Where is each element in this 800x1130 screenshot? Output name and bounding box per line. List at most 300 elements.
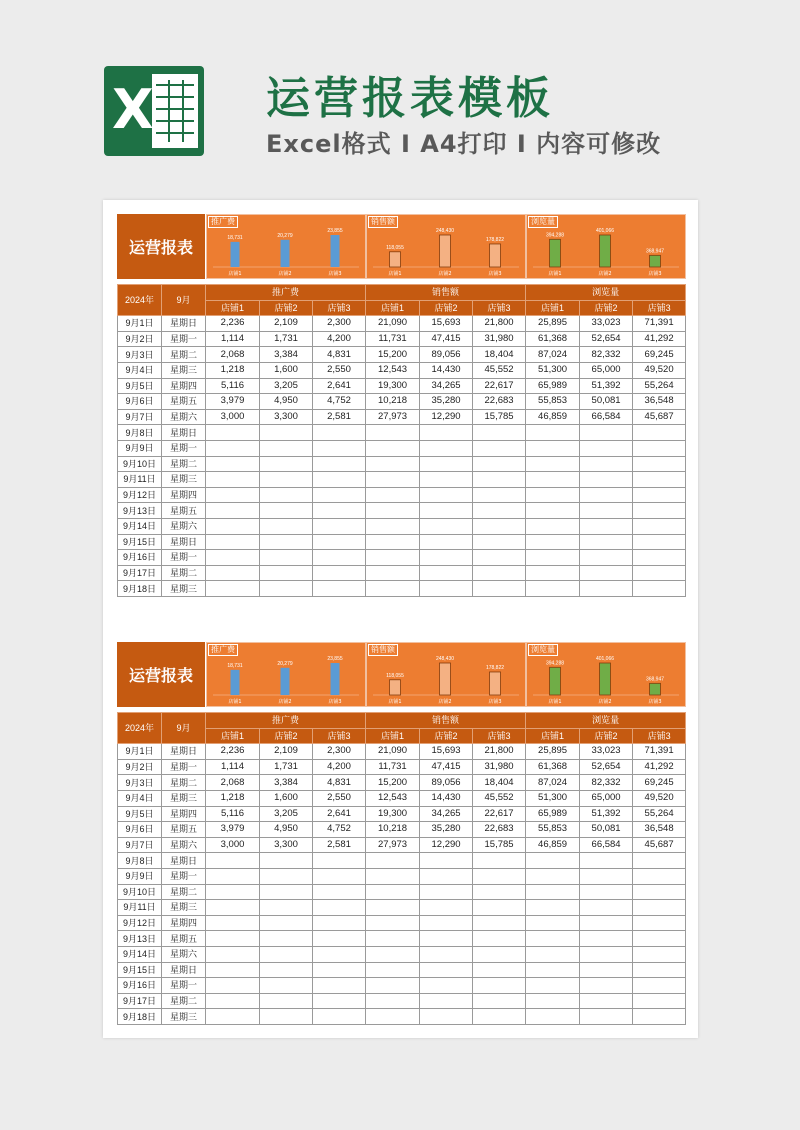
weekday-cell[interactable]: 星期四 bbox=[162, 487, 206, 503]
value-cell[interactable] bbox=[473, 503, 526, 519]
value-cell[interactable]: 15,693 bbox=[420, 744, 473, 760]
value-cell[interactable]: 10,218 bbox=[366, 822, 420, 838]
value-cell[interactable] bbox=[526, 962, 580, 978]
value-cell[interactable] bbox=[473, 487, 526, 503]
value-cell[interactable] bbox=[366, 900, 420, 916]
value-cell[interactable] bbox=[420, 962, 473, 978]
value-cell[interactable] bbox=[580, 993, 633, 1009]
value-cell[interactable]: 52,654 bbox=[580, 759, 633, 775]
value-cell[interactable] bbox=[473, 946, 526, 962]
value-cell[interactable] bbox=[473, 581, 526, 597]
value-cell[interactable] bbox=[313, 503, 366, 519]
value-cell[interactable]: 27,973 bbox=[366, 409, 420, 425]
value-cell[interactable]: 3,300 bbox=[260, 409, 313, 425]
value-cell[interactable]: 21,800 bbox=[473, 316, 526, 332]
weekday-cell[interactable]: 星期二 bbox=[162, 884, 206, 900]
value-cell[interactable]: 27,973 bbox=[366, 837, 420, 853]
weekday-cell[interactable]: 星期一 bbox=[162, 978, 206, 994]
value-cell[interactable] bbox=[260, 503, 313, 519]
value-cell[interactable]: 87,024 bbox=[526, 347, 580, 363]
value-cell[interactable]: 65,989 bbox=[526, 806, 580, 822]
weekday-cell[interactable]: 星期一 bbox=[162, 550, 206, 566]
value-cell[interactable] bbox=[580, 962, 633, 978]
weekday-cell[interactable]: 星期五 bbox=[162, 503, 206, 519]
weekday-cell[interactable]: 星期一 bbox=[162, 759, 206, 775]
value-cell[interactable] bbox=[366, 962, 420, 978]
value-cell[interactable] bbox=[580, 915, 633, 931]
value-cell[interactable] bbox=[366, 503, 420, 519]
value-cell[interactable] bbox=[206, 503, 260, 519]
value-cell[interactable]: 2,581 bbox=[313, 837, 366, 853]
value-cell[interactable]: 3,000 bbox=[206, 409, 260, 425]
value-cell[interactable]: 87,024 bbox=[526, 775, 580, 791]
value-cell[interactable] bbox=[420, 425, 473, 441]
value-cell[interactable] bbox=[633, 1009, 686, 1025]
value-cell[interactable] bbox=[313, 978, 366, 994]
value-cell[interactable] bbox=[206, 550, 260, 566]
date-cell[interactable]: 9月9日 bbox=[118, 440, 162, 456]
value-cell[interactable] bbox=[260, 900, 313, 916]
value-cell[interactable] bbox=[633, 440, 686, 456]
value-cell[interactable] bbox=[366, 884, 420, 900]
value-cell[interactable] bbox=[633, 581, 686, 597]
value-cell[interactable] bbox=[580, 853, 633, 869]
value-cell[interactable] bbox=[580, 425, 633, 441]
date-cell[interactable]: 9月16日 bbox=[118, 978, 162, 994]
value-cell[interactable] bbox=[526, 993, 580, 1009]
value-cell[interactable] bbox=[633, 518, 686, 534]
value-cell[interactable] bbox=[633, 915, 686, 931]
value-cell[interactable]: 1,218 bbox=[206, 790, 260, 806]
value-cell[interactable] bbox=[526, 503, 580, 519]
date-cell[interactable]: 9月8日 bbox=[118, 853, 162, 869]
value-cell[interactable] bbox=[420, 440, 473, 456]
value-cell[interactable] bbox=[473, 884, 526, 900]
value-cell[interactable] bbox=[526, 472, 580, 488]
value-cell[interactable] bbox=[526, 487, 580, 503]
value-cell[interactable]: 4,752 bbox=[313, 394, 366, 410]
value-cell[interactable] bbox=[206, 993, 260, 1009]
date-cell[interactable]: 9月9日 bbox=[118, 868, 162, 884]
value-cell[interactable] bbox=[366, 1009, 420, 1025]
value-cell[interactable]: 55,264 bbox=[633, 806, 686, 822]
value-cell[interactable]: 34,265 bbox=[420, 806, 473, 822]
value-cell[interactable] bbox=[473, 472, 526, 488]
date-cell[interactable]: 9月3日 bbox=[118, 347, 162, 363]
value-cell[interactable] bbox=[580, 472, 633, 488]
value-cell[interactable] bbox=[313, 1009, 366, 1025]
weekday-cell[interactable]: 星期二 bbox=[162, 993, 206, 1009]
value-cell[interactable]: 2,068 bbox=[206, 347, 260, 363]
value-cell[interactable] bbox=[420, 534, 473, 550]
value-cell[interactable] bbox=[420, 581, 473, 597]
value-cell[interactable]: 3,384 bbox=[260, 347, 313, 363]
value-cell[interactable] bbox=[206, 853, 260, 869]
value-cell[interactable]: 51,392 bbox=[580, 378, 633, 394]
value-cell[interactable] bbox=[420, 456, 473, 472]
value-cell[interactable] bbox=[420, 915, 473, 931]
value-cell[interactable] bbox=[526, 456, 580, 472]
weekday-cell[interactable]: 星期五 bbox=[162, 931, 206, 947]
date-cell[interactable]: 9月14日 bbox=[118, 518, 162, 534]
value-cell[interactable] bbox=[313, 884, 366, 900]
value-cell[interactable]: 2,068 bbox=[206, 775, 260, 791]
value-cell[interactable] bbox=[206, 534, 260, 550]
date-cell[interactable]: 9月6日 bbox=[118, 394, 162, 410]
weekday-cell[interactable]: 星期三 bbox=[162, 1009, 206, 1025]
value-cell[interactable] bbox=[260, 487, 313, 503]
value-cell[interactable]: 46,859 bbox=[526, 837, 580, 853]
value-cell[interactable]: 33,023 bbox=[580, 744, 633, 760]
weekday-cell[interactable]: 星期六 bbox=[162, 946, 206, 962]
value-cell[interactable] bbox=[473, 853, 526, 869]
value-cell[interactable]: 2,236 bbox=[206, 744, 260, 760]
value-cell[interactable] bbox=[260, 868, 313, 884]
value-cell[interactable] bbox=[206, 1009, 260, 1025]
value-cell[interactable] bbox=[366, 440, 420, 456]
value-cell[interactable]: 2,300 bbox=[313, 744, 366, 760]
date-cell[interactable]: 9月7日 bbox=[118, 409, 162, 425]
value-cell[interactable] bbox=[633, 565, 686, 581]
date-cell[interactable]: 9月14日 bbox=[118, 946, 162, 962]
value-cell[interactable]: 22,683 bbox=[473, 394, 526, 410]
value-cell[interactable] bbox=[580, 946, 633, 962]
weekday-cell[interactable]: 星期一 bbox=[162, 440, 206, 456]
value-cell[interactable] bbox=[633, 487, 686, 503]
value-cell[interactable] bbox=[313, 853, 366, 869]
value-cell[interactable] bbox=[633, 978, 686, 994]
value-cell[interactable]: 1,114 bbox=[206, 331, 260, 347]
value-cell[interactable] bbox=[580, 487, 633, 503]
value-cell[interactable] bbox=[313, 425, 366, 441]
weekday-cell[interactable]: 星期四 bbox=[162, 915, 206, 931]
value-cell[interactable] bbox=[313, 915, 366, 931]
value-cell[interactable]: 49,520 bbox=[633, 362, 686, 378]
date-cell[interactable]: 9月18日 bbox=[118, 1009, 162, 1025]
date-cell[interactable]: 9月1日 bbox=[118, 316, 162, 332]
value-cell[interactable] bbox=[473, 565, 526, 581]
value-cell[interactable] bbox=[473, 915, 526, 931]
date-cell[interactable]: 9月10日 bbox=[118, 456, 162, 472]
value-cell[interactable] bbox=[260, 931, 313, 947]
value-cell[interactable]: 3,979 bbox=[206, 822, 260, 838]
weekday-cell[interactable]: 星期六 bbox=[162, 409, 206, 425]
value-cell[interactable]: 65,000 bbox=[580, 790, 633, 806]
value-cell[interactable] bbox=[420, 884, 473, 900]
value-cell[interactable] bbox=[366, 456, 420, 472]
value-cell[interactable]: 1,731 bbox=[260, 759, 313, 775]
value-cell[interactable] bbox=[580, 931, 633, 947]
date-cell[interactable]: 9月8日 bbox=[118, 425, 162, 441]
value-cell[interactable] bbox=[526, 440, 580, 456]
value-cell[interactable] bbox=[260, 425, 313, 441]
value-cell[interactable] bbox=[260, 853, 313, 869]
value-cell[interactable] bbox=[526, 1009, 580, 1025]
value-cell[interactable] bbox=[526, 518, 580, 534]
value-cell[interactable] bbox=[313, 868, 366, 884]
value-cell[interactable] bbox=[366, 868, 420, 884]
value-cell[interactable]: 18,404 bbox=[473, 775, 526, 791]
value-cell[interactable] bbox=[526, 550, 580, 566]
value-cell[interactable] bbox=[473, 518, 526, 534]
value-cell[interactable] bbox=[206, 900, 260, 916]
value-cell[interactable] bbox=[206, 946, 260, 962]
value-cell[interactable]: 10,218 bbox=[366, 394, 420, 410]
weekday-cell[interactable]: 星期日 bbox=[162, 744, 206, 760]
value-cell[interactable]: 51,300 bbox=[526, 362, 580, 378]
value-cell[interactable] bbox=[580, 581, 633, 597]
value-cell[interactable]: 18,404 bbox=[473, 347, 526, 363]
value-cell[interactable]: 22,617 bbox=[473, 378, 526, 394]
value-cell[interactable] bbox=[473, 993, 526, 1009]
value-cell[interactable]: 15,785 bbox=[473, 409, 526, 425]
weekday-cell[interactable]: 星期五 bbox=[162, 394, 206, 410]
value-cell[interactable] bbox=[313, 472, 366, 488]
value-cell[interactable] bbox=[260, 565, 313, 581]
value-cell[interactable]: 25,895 bbox=[526, 316, 580, 332]
date-cell[interactable]: 9月16日 bbox=[118, 550, 162, 566]
value-cell[interactable]: 14,430 bbox=[420, 790, 473, 806]
value-cell[interactable] bbox=[206, 915, 260, 931]
value-cell[interactable]: 3,979 bbox=[206, 394, 260, 410]
value-cell[interactable]: 22,683 bbox=[473, 822, 526, 838]
value-cell[interactable]: 35,280 bbox=[420, 822, 473, 838]
value-cell[interactable]: 3,205 bbox=[260, 806, 313, 822]
value-cell[interactable]: 47,415 bbox=[420, 759, 473, 775]
value-cell[interactable]: 55,264 bbox=[633, 378, 686, 394]
value-cell[interactable] bbox=[313, 581, 366, 597]
value-cell[interactable] bbox=[580, 518, 633, 534]
value-cell[interactable] bbox=[473, 1009, 526, 1025]
value-cell[interactable]: 45,687 bbox=[633, 409, 686, 425]
value-cell[interactable] bbox=[633, 534, 686, 550]
value-cell[interactable]: 2,550 bbox=[313, 790, 366, 806]
value-cell[interactable] bbox=[526, 425, 580, 441]
value-cell[interactable] bbox=[473, 931, 526, 947]
value-cell[interactable] bbox=[526, 946, 580, 962]
value-cell[interactable] bbox=[633, 853, 686, 869]
value-cell[interactable] bbox=[313, 946, 366, 962]
value-cell[interactable]: 52,654 bbox=[580, 331, 633, 347]
date-cell[interactable]: 9月2日 bbox=[118, 759, 162, 775]
value-cell[interactable]: 22,617 bbox=[473, 806, 526, 822]
weekday-cell[interactable]: 星期二 bbox=[162, 347, 206, 363]
value-cell[interactable]: 12,543 bbox=[366, 362, 420, 378]
value-cell[interactable] bbox=[526, 534, 580, 550]
value-cell[interactable] bbox=[420, 993, 473, 1009]
value-cell[interactable]: 19,300 bbox=[366, 806, 420, 822]
value-cell[interactable] bbox=[420, 946, 473, 962]
value-cell[interactable]: 15,200 bbox=[366, 775, 420, 791]
value-cell[interactable]: 12,290 bbox=[420, 409, 473, 425]
value-cell[interactable] bbox=[633, 472, 686, 488]
value-cell[interactable] bbox=[206, 962, 260, 978]
value-cell[interactable] bbox=[420, 1009, 473, 1025]
value-cell[interactable] bbox=[580, 978, 633, 994]
value-cell[interactable] bbox=[526, 884, 580, 900]
date-cell[interactable]: 9月3日 bbox=[118, 775, 162, 791]
value-cell[interactable] bbox=[633, 900, 686, 916]
value-cell[interactable]: 55,853 bbox=[526, 822, 580, 838]
date-cell[interactable]: 9月2日 bbox=[118, 331, 162, 347]
value-cell[interactable]: 41,292 bbox=[633, 331, 686, 347]
date-cell[interactable]: 9月13日 bbox=[118, 931, 162, 947]
value-cell[interactable]: 4,200 bbox=[313, 331, 366, 347]
value-cell[interactable] bbox=[206, 487, 260, 503]
value-cell[interactable]: 31,980 bbox=[473, 759, 526, 775]
value-cell[interactable] bbox=[366, 472, 420, 488]
value-cell[interactable] bbox=[313, 440, 366, 456]
value-cell[interactable] bbox=[206, 518, 260, 534]
value-cell[interactable] bbox=[420, 565, 473, 581]
value-cell[interactable]: 21,800 bbox=[473, 744, 526, 760]
value-cell[interactable]: 50,081 bbox=[580, 822, 633, 838]
value-cell[interactable] bbox=[420, 487, 473, 503]
value-cell[interactable] bbox=[260, 884, 313, 900]
value-cell[interactable] bbox=[580, 1009, 633, 1025]
value-cell[interactable]: 11,731 bbox=[366, 331, 420, 347]
weekday-cell[interactable]: 星期日 bbox=[162, 316, 206, 332]
date-cell[interactable]: 9月7日 bbox=[118, 837, 162, 853]
value-cell[interactable]: 1,600 bbox=[260, 362, 313, 378]
date-cell[interactable]: 9月17日 bbox=[118, 565, 162, 581]
weekday-cell[interactable]: 星期三 bbox=[162, 790, 206, 806]
value-cell[interactable]: 15,693 bbox=[420, 316, 473, 332]
value-cell[interactable]: 2,109 bbox=[260, 744, 313, 760]
value-cell[interactable]: 4,950 bbox=[260, 822, 313, 838]
value-cell[interactable] bbox=[313, 518, 366, 534]
value-cell[interactable] bbox=[260, 472, 313, 488]
value-cell[interactable] bbox=[526, 900, 580, 916]
value-cell[interactable]: 35,280 bbox=[420, 394, 473, 410]
value-cell[interactable] bbox=[366, 425, 420, 441]
value-cell[interactable] bbox=[473, 868, 526, 884]
value-cell[interactable]: 82,332 bbox=[580, 347, 633, 363]
value-cell[interactable]: 61,368 bbox=[526, 331, 580, 347]
value-cell[interactable]: 1,600 bbox=[260, 790, 313, 806]
value-cell[interactable]: 33,023 bbox=[580, 316, 633, 332]
value-cell[interactable] bbox=[206, 931, 260, 947]
value-cell[interactable]: 21,090 bbox=[366, 744, 420, 760]
value-cell[interactable] bbox=[260, 962, 313, 978]
value-cell[interactable]: 1,218 bbox=[206, 362, 260, 378]
date-cell[interactable]: 9月15日 bbox=[118, 962, 162, 978]
value-cell[interactable] bbox=[260, 534, 313, 550]
value-cell[interactable] bbox=[260, 550, 313, 566]
value-cell[interactable]: 2,550 bbox=[313, 362, 366, 378]
value-cell[interactable] bbox=[420, 472, 473, 488]
value-cell[interactable] bbox=[420, 518, 473, 534]
value-cell[interactable] bbox=[633, 503, 686, 519]
value-cell[interactable] bbox=[473, 534, 526, 550]
value-cell[interactable]: 2,581 bbox=[313, 409, 366, 425]
weekday-cell[interactable]: 星期六 bbox=[162, 837, 206, 853]
value-cell[interactable] bbox=[206, 884, 260, 900]
value-cell[interactable]: 15,785 bbox=[473, 837, 526, 853]
value-cell[interactable] bbox=[366, 581, 420, 597]
value-cell[interactable] bbox=[260, 946, 313, 962]
value-cell[interactable]: 69,245 bbox=[633, 347, 686, 363]
value-cell[interactable]: 19,300 bbox=[366, 378, 420, 394]
value-cell[interactable] bbox=[313, 900, 366, 916]
value-cell[interactable] bbox=[526, 931, 580, 947]
weekday-cell[interactable]: 星期三 bbox=[162, 472, 206, 488]
weekday-cell[interactable]: 星期日 bbox=[162, 853, 206, 869]
value-cell[interactable]: 4,200 bbox=[313, 759, 366, 775]
value-cell[interactable] bbox=[206, 978, 260, 994]
value-cell[interactable] bbox=[420, 900, 473, 916]
value-cell[interactable]: 66,584 bbox=[580, 837, 633, 853]
value-cell[interactable]: 89,056 bbox=[420, 347, 473, 363]
value-cell[interactable]: 41,292 bbox=[633, 759, 686, 775]
value-cell[interactable] bbox=[473, 425, 526, 441]
value-cell[interactable]: 5,116 bbox=[206, 378, 260, 394]
value-cell[interactable] bbox=[580, 503, 633, 519]
value-cell[interactable] bbox=[366, 978, 420, 994]
value-cell[interactable]: 31,980 bbox=[473, 331, 526, 347]
value-cell[interactable] bbox=[313, 993, 366, 1009]
value-cell[interactable]: 51,392 bbox=[580, 806, 633, 822]
weekday-cell[interactable]: 星期日 bbox=[162, 534, 206, 550]
value-cell[interactable] bbox=[366, 534, 420, 550]
value-cell[interactable]: 12,543 bbox=[366, 790, 420, 806]
value-cell[interactable] bbox=[366, 853, 420, 869]
value-cell[interactable]: 49,520 bbox=[633, 790, 686, 806]
date-cell[interactable]: 9月5日 bbox=[118, 378, 162, 394]
value-cell[interactable] bbox=[260, 581, 313, 597]
value-cell[interactable] bbox=[260, 993, 313, 1009]
value-cell[interactable] bbox=[420, 550, 473, 566]
value-cell[interactable]: 47,415 bbox=[420, 331, 473, 347]
value-cell[interactable] bbox=[420, 503, 473, 519]
value-cell[interactable] bbox=[473, 550, 526, 566]
value-cell[interactable]: 71,391 bbox=[633, 316, 686, 332]
value-cell[interactable] bbox=[206, 425, 260, 441]
value-cell[interactable] bbox=[206, 581, 260, 597]
value-cell[interactable]: 2,641 bbox=[313, 806, 366, 822]
value-cell[interactable] bbox=[260, 1009, 313, 1025]
value-cell[interactable] bbox=[473, 978, 526, 994]
date-cell[interactable]: 9月17日 bbox=[118, 993, 162, 1009]
value-cell[interactable] bbox=[580, 456, 633, 472]
value-cell[interactable]: 4,831 bbox=[313, 347, 366, 363]
value-cell[interactable] bbox=[260, 518, 313, 534]
value-cell[interactable] bbox=[313, 565, 366, 581]
value-cell[interactable] bbox=[366, 487, 420, 503]
value-cell[interactable]: 1,731 bbox=[260, 331, 313, 347]
value-cell[interactable] bbox=[313, 931, 366, 947]
weekday-cell[interactable]: 星期三 bbox=[162, 581, 206, 597]
value-cell[interactable] bbox=[473, 962, 526, 978]
weekday-cell[interactable]: 星期六 bbox=[162, 518, 206, 534]
value-cell[interactable] bbox=[633, 425, 686, 441]
value-cell[interactable] bbox=[633, 946, 686, 962]
value-cell[interactable] bbox=[313, 550, 366, 566]
value-cell[interactable]: 4,752 bbox=[313, 822, 366, 838]
value-cell[interactable] bbox=[206, 868, 260, 884]
value-cell[interactable]: 25,895 bbox=[526, 744, 580, 760]
value-cell[interactable]: 82,332 bbox=[580, 775, 633, 791]
weekday-cell[interactable]: 星期三 bbox=[162, 900, 206, 916]
date-cell[interactable]: 9月6日 bbox=[118, 822, 162, 838]
value-cell[interactable] bbox=[580, 900, 633, 916]
date-cell[interactable]: 9月11日 bbox=[118, 472, 162, 488]
value-cell[interactable]: 46,859 bbox=[526, 409, 580, 425]
value-cell[interactable] bbox=[206, 472, 260, 488]
value-cell[interactable]: 45,552 bbox=[473, 790, 526, 806]
value-cell[interactable]: 15,200 bbox=[366, 347, 420, 363]
value-cell[interactable] bbox=[366, 565, 420, 581]
